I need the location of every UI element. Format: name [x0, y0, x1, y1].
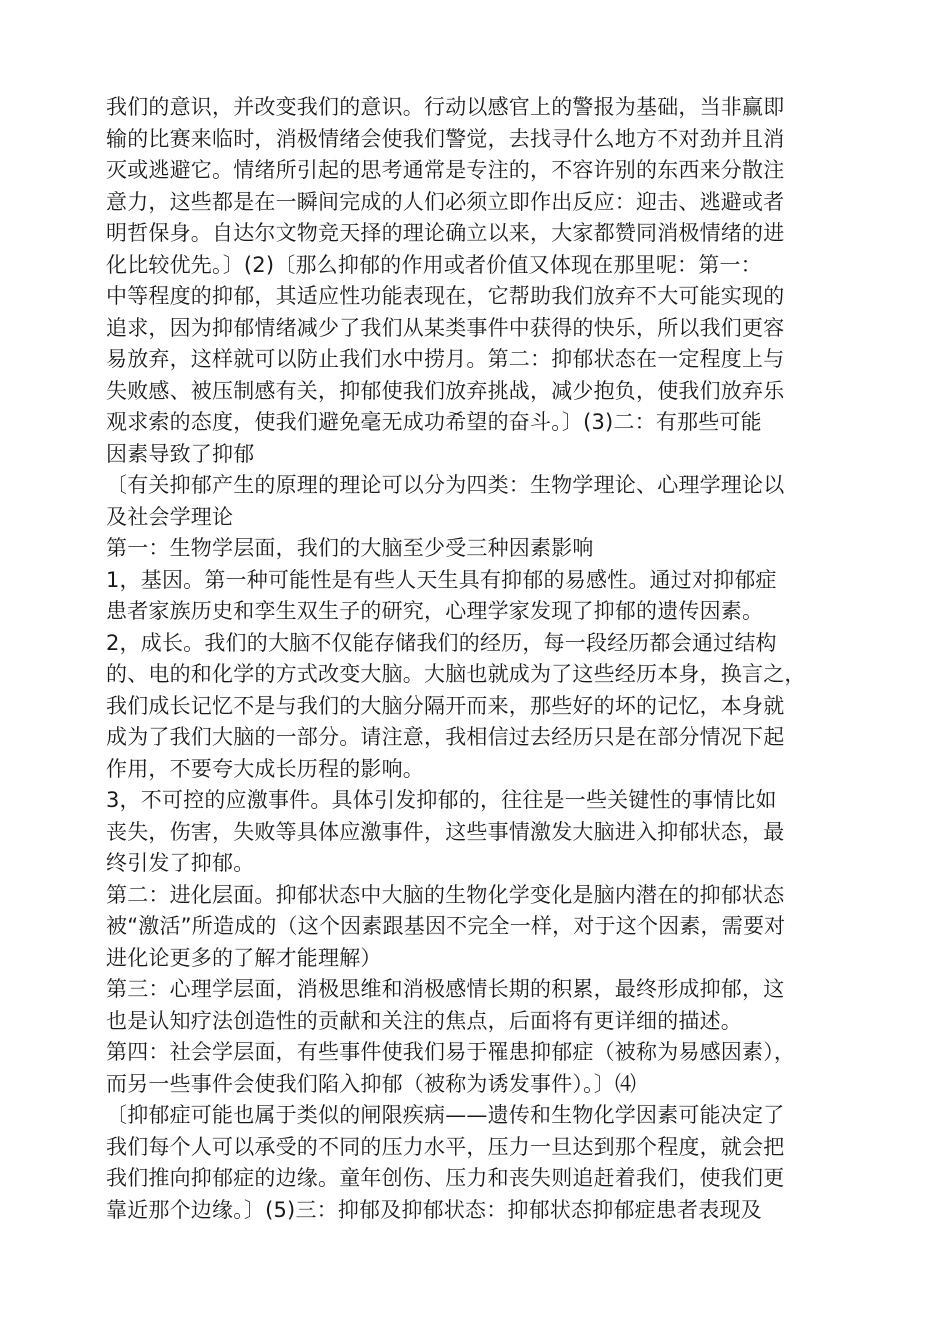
text-line: 第一：生物学层面，我们的大脑至少受三种因素影响 — [106, 536, 594, 560]
text-line: 的、电的和化学的方式改变大脑。大脑也就成为了这些经历本身，换言之， — [106, 662, 806, 686]
text-line: 因素导致了抑郁 — [106, 441, 255, 466]
text-line: 我们每个人可以承受的不同的压力水平，压力一旦达到那个程度，就会把 — [106, 1134, 785, 1159]
text-line: 〔有关抑郁产生的原理的理论可以分为四类：生物学理论、心理学理论以 — [106, 473, 785, 497]
text-line: 患者家族历史和孪生双生子的研究，心理学家发现了抑郁的遗传因素。 — [106, 599, 764, 623]
text-line: 我们的意识，并改变我们的意识。行动以感官上的警报为基础，当非赢即 — [106, 95, 785, 119]
text-line: 输的比赛来临时，消极情绪会使我们警觉，去找寻什么地方不对劲并且消 — [106, 126, 785, 151]
text-line: 3，不可控的应激事件。具体引发抑郁的，往往是一些关键性的事情比如 — [106, 788, 777, 812]
text-line: 观求索的态度，使我们避免毫无成功希望的奋斗。〕(3)二：有那些可能 — [106, 410, 762, 434]
body-text — [106, 92, 866, 1226]
text-line: 中等程度的抑郁，其适应性功能表现在，它帮助我们放弃不大可能实现的 — [106, 284, 785, 308]
text-line: 追求，因为抑郁情绪减少了我们从某类事件中获得的快乐，所以我们更容 — [106, 315, 785, 340]
text-line: 作用，不要夸大成长历程的影响。 — [106, 756, 424, 781]
text-line: 也是认知疗法创造性的贡献和关注的焦点，后面将有更详细的描述。 — [106, 1008, 742, 1033]
text-line: 被“激活”所造成的（这个因素跟基因不完全一样，对于这个因素，需要对 — [106, 914, 786, 938]
text-line: 灭或逃避它。情绪所引起的思考通常是专注的，不容许别的东西来分散注 — [106, 158, 785, 182]
text-line: 进化论更多的了解才能理解） — [106, 945, 382, 970]
text-line: 丧失，伤害，失败等具体应激事件，这些事情激发大脑进入抑郁状态，最 — [106, 819, 785, 844]
text-line: 第四：社会学层面，有些事件使我们易于罹患抑郁症（被称为易感因素）， — [106, 1040, 796, 1064]
text-line: 我们成长记忆不是与我们的大脑分隔开而来，那些好的坏的记忆，本身就 — [106, 693, 785, 718]
text-line: 〔抑郁症可能也属于类似的闸限疾病——遗传和生物化学因素可能决定了 — [106, 1103, 785, 1127]
text-line: 化比较优先。〕(2)〔那么抑郁的作用或者价值又体现在那里呢：第一： — [106, 252, 762, 277]
text-line: 意力，这些都是在一瞬间完成的人们必须立即作出反应：迎击、逃避或者 — [106, 189, 785, 214]
text-line: 我们推向抑郁症的边缘。童年创伤、压力和丧失则追赶着我们，使我们更 — [106, 1166, 785, 1190]
text-line: 成为了我们大脑的一部分。请注意，我相信过去经历只是在部分情况下起 — [106, 725, 785, 749]
text-line: 及社会学理论 — [106, 504, 234, 529]
text-line: 1，基因。第一种可能性是有些人天生具有抑郁的易感性。通过对抑郁症 — [106, 567, 777, 592]
text-line: 第三：心理学层面，消极思维和消极感情长期的积累，最终形成抑郁，这 — [106, 977, 785, 1001]
text-line: 终引发了抑郁。 — [106, 851, 255, 875]
text-line: 明哲保身。自达尔文物竞天择的理论确立以来，大家都赞同消极情绪的进 — [106, 221, 785, 245]
text-line: 而另一些事件会使我们陷入抑郁（被称为诱发事件）。〕⑷ — [106, 1071, 637, 1096]
text-line: 第二：进化层面。抑郁状态中大脑的生物化学变化是脑内潜在的抑郁状态 — [106, 882, 785, 907]
text-line: 2，成长。我们的大脑不仅能存储我们的经历，每一段经历都会通过结构 — [106, 630, 777, 655]
text-line: 靠近那个边缘。〕(5)三：抑郁及抑郁状态：抑郁状态抑郁症患者表现及 — [106, 1197, 762, 1222]
text-line: 易放弃，这样就可以防止我们水中捞月。第二：抑郁状态在一定程度上与 — [106, 347, 785, 371]
text-line: 失败感、被压制感有关，抑郁使我们放弃挑战，减少抱负，使我们放弃乐 — [106, 378, 785, 403]
